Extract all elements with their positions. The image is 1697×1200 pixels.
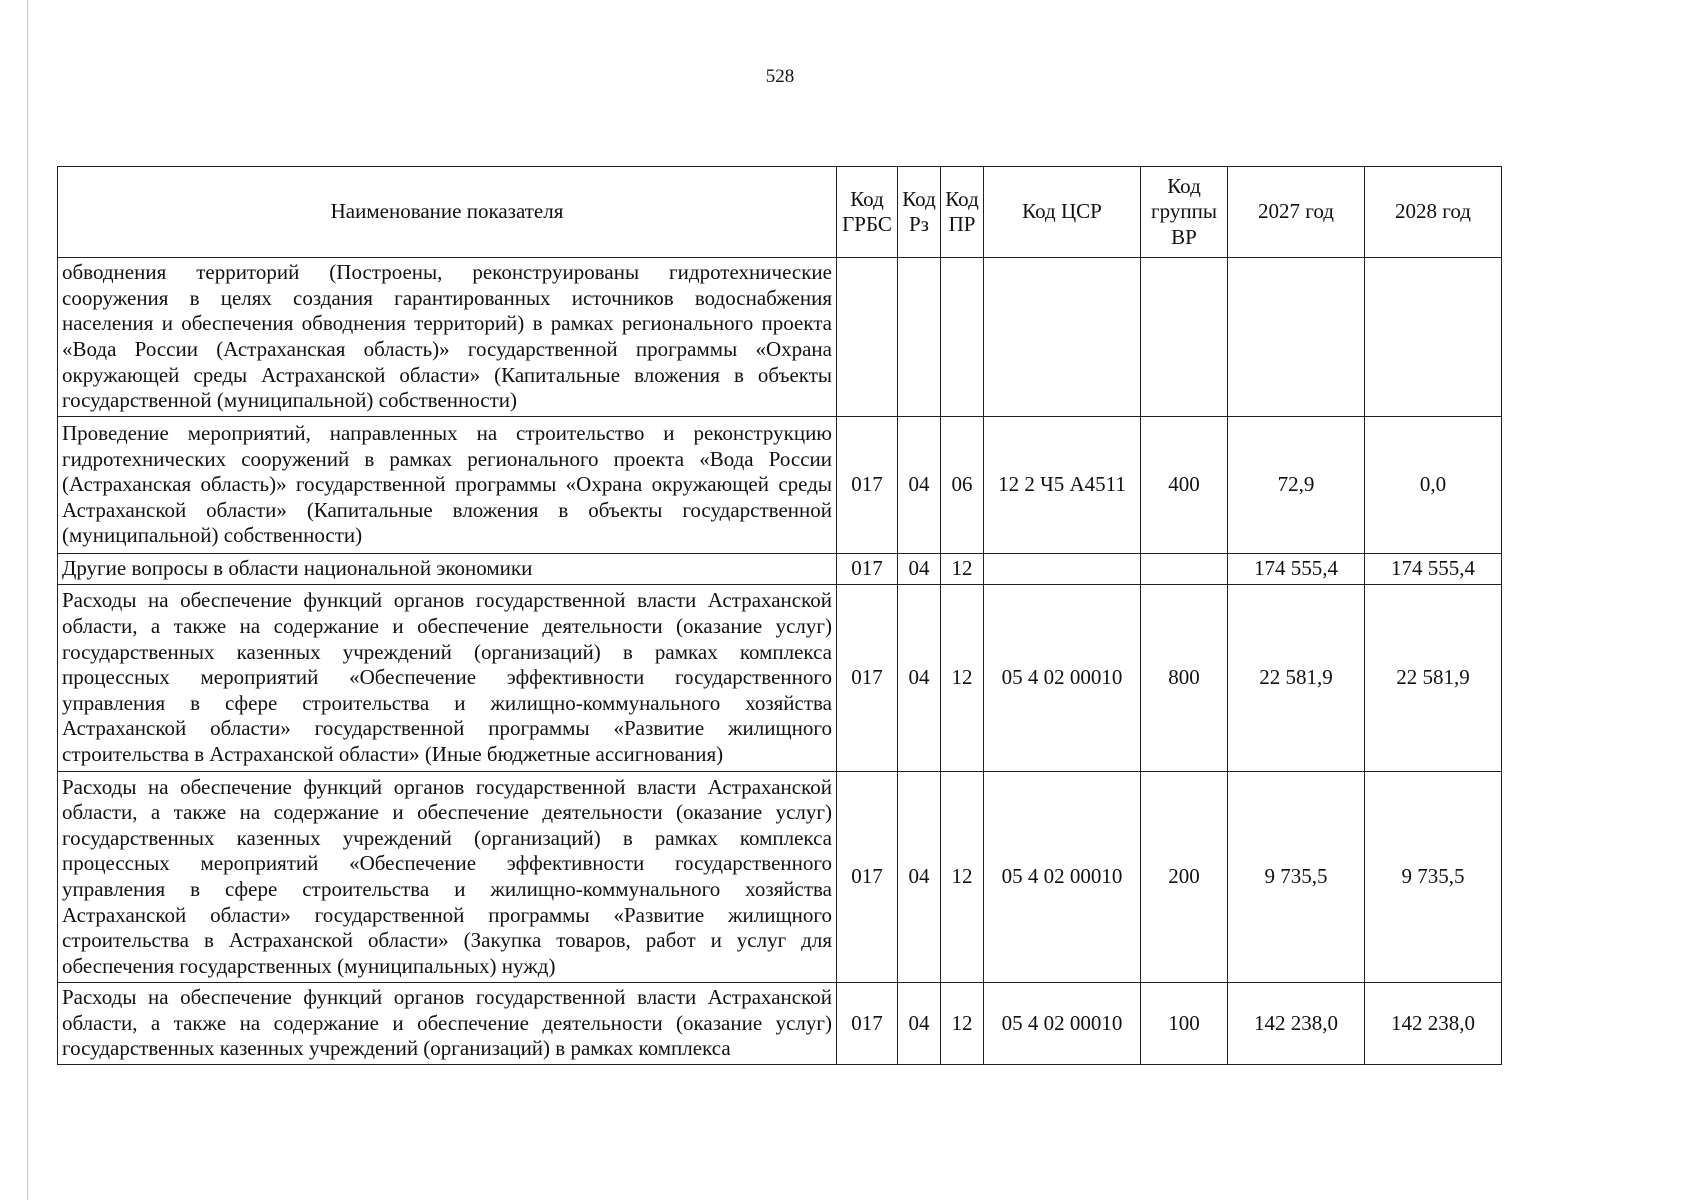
row-vr: 200	[1141, 772, 1228, 983]
row-name: Расходы на обеспечение функций органов государственной власти Астраханской области, а также на содержание и обеспечение деятельности (оказание услуг) государственных казенных учреждений (организаций) в рамках комплекса	[58, 983, 837, 1065]
row-grbs: 017	[837, 554, 898, 585]
row-2028: 142 238,0	[1365, 983, 1502, 1065]
header-pr: Код ПР	[941, 167, 984, 258]
row-csr: 05 4 02 00010	[984, 983, 1141, 1065]
table-row	[58, 258, 1502, 417]
row-2027: 22 581,9	[1228, 585, 1365, 772]
row-rz: 04	[898, 417, 941, 554]
row-vr	[1141, 258, 1228, 417]
left-margin-line	[27, 0, 28, 1200]
row-name: обводнения территорий (Построены, реконструированы гидротехнические сооружения в целях создания гарантированных источников водоснабжения населения и обеспечения обводнения территорий) в рамках регионального проекта «Вода России (Астраханская область)» государственной программы «Охрана окружающей среды Астраханской области» (Капитальные вложения в объекты государственной (муниципальной) собственности)	[58, 258, 837, 417]
table-row	[58, 417, 1502, 554]
row-csr: 05 4 02 00010	[984, 772, 1141, 983]
page-number: 528	[765, 66, 795, 87]
row-name: Расходы на обеспечение функций органов государственной власти Астраханской области, а также на содержание и обеспечение деятельности (оказание услуг) государственных казенных учреждений (организаций) в рамках комплекса процессных мероприятий «Обеспечение эффективности государственного управления в сфере строительства и жилищно-коммунального хозяйства Астраханской области» государственной программы «Развитие жилищного строительства в Астраханской области» (Иные бюджетные ассигнования)	[58, 585, 837, 772]
header-name: Наименование показателя	[58, 167, 837, 258]
row-name: Другие вопросы в области национальной экономики	[58, 554, 837, 585]
row-grbs	[837, 258, 898, 417]
row-pr	[941, 258, 984, 417]
table-row	[58, 554, 1502, 585]
row-csr: 05 4 02 00010	[984, 585, 1141, 772]
row-2028	[1365, 258, 1502, 417]
row-pr: 12	[941, 772, 984, 983]
row-csr: 12 2 Ч5 А4511	[984, 417, 1141, 554]
row-pr: 06	[941, 417, 984, 554]
row-pr: 12	[941, 983, 984, 1065]
row-grbs: 017	[837, 772, 898, 983]
row-vr: 800	[1141, 585, 1228, 772]
row-pr: 12	[941, 554, 984, 585]
row-rz: 04	[898, 772, 941, 983]
row-vr: 400	[1141, 417, 1228, 554]
row-2027: 174 555,4	[1228, 554, 1365, 585]
row-grbs: 017	[837, 585, 898, 772]
row-grbs: 017	[837, 417, 898, 554]
row-vr: 100	[1141, 983, 1228, 1065]
row-2028: 0,0	[1365, 417, 1502, 554]
row-name: Проведение мероприятий, направленных на строительство и реконструкцию гидротехнических сооружений в рамках регионального проекта «Вода России (Астраханская область)» государственной программы «Охрана окружающей среды Астраханской области» (Капитальные вложения в объекты государственной (муниципальной) собственности)	[58, 417, 837, 554]
budget-table	[57, 166, 1502, 1065]
row-rz: 04	[898, 554, 941, 585]
table-header-row	[58, 167, 1502, 258]
row-name: Расходы на обеспечение функций органов государственной власти Астраханской области, а также на содержание и обеспечение деятельности (оказание услуг) государственных казенных учреждений (организаций) в рамках комплекса процессных мероприятий «Обеспечение эффективности государственного управления в сфере строительства и жилищно-коммунального хозяйства Астраханской области» государственной программы «Развитие жилищного строительства в Астраханской области» (Закупка товаров, работ и услуг для обеспечения государственных (муниципальных) нужд)	[58, 772, 837, 983]
header-grbs: Код ГРБС	[837, 167, 898, 258]
header-2028: 2028 год	[1365, 167, 1502, 258]
row-2027: 9 735,5	[1228, 772, 1365, 983]
row-2028: 174 555,4	[1365, 554, 1502, 585]
header-2027: 2027 год	[1228, 167, 1365, 258]
row-pr: 12	[941, 585, 984, 772]
row-2027: 72,9	[1228, 417, 1365, 554]
row-2027	[1228, 258, 1365, 417]
table-row	[58, 983, 1502, 1065]
header-csr: Код ЦСР	[984, 167, 1141, 258]
header-rz: Код Рз	[898, 167, 941, 258]
header-vr: Код группы ВР	[1141, 167, 1228, 258]
row-rz: 04	[898, 983, 941, 1065]
table-row	[58, 772, 1502, 983]
row-2028: 22 581,9	[1365, 585, 1502, 772]
row-2028: 9 735,5	[1365, 772, 1502, 983]
row-csr	[984, 554, 1141, 585]
row-rz	[898, 258, 941, 417]
row-2027: 142 238,0	[1228, 983, 1365, 1065]
row-rz: 04	[898, 585, 941, 772]
row-vr	[1141, 554, 1228, 585]
table-row	[58, 585, 1502, 772]
row-grbs: 017	[837, 983, 898, 1065]
row-csr	[984, 258, 1141, 417]
